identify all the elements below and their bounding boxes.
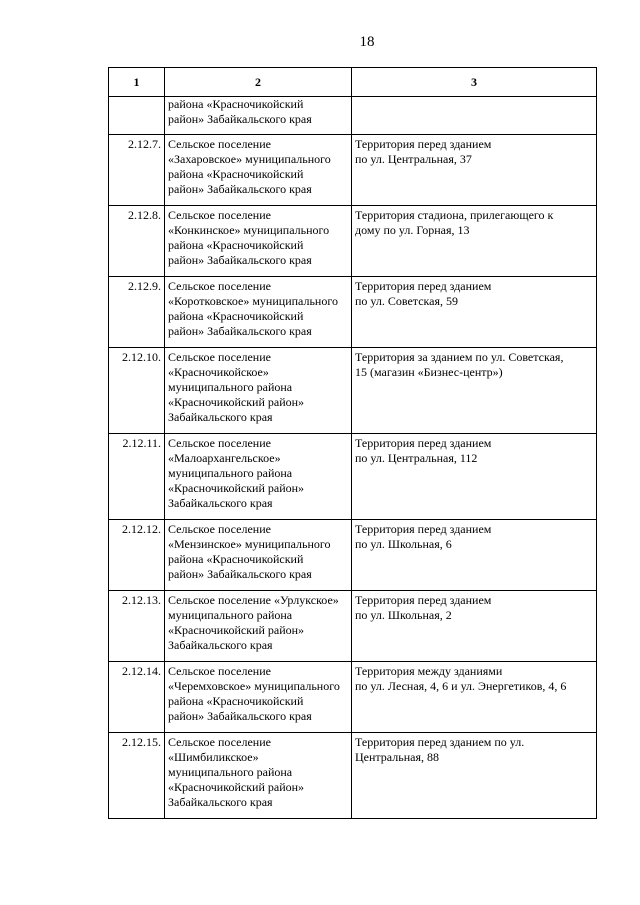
- table-row: [109, 206, 597, 277]
- header-col-2: 2: [165, 68, 352, 97]
- territory-cell: Территория перед зданием по ул. Школьная, 2: [352, 591, 597, 662]
- settlement-cell: Сельское поселение «Захаровское» муниципального района «Красночикойский район» Забайкальского края: [165, 135, 352, 206]
- table-row: [109, 733, 597, 819]
- territory-cell: Территория перед зданием по ул. Школьная, 6: [352, 520, 597, 591]
- header-col-3: 3: [352, 68, 597, 97]
- territory-cell: Территория перед зданием по ул. Центральная, 112: [352, 434, 597, 520]
- row-number-cell: 2.12.11.: [109, 434, 165, 520]
- territory-cell: Территория между зданиями по ул. Лесная, 4, 6 и ул. Энергетиков, 4, 6: [352, 662, 597, 733]
- territory-cell: Территория за зданием по ул. Советская, 15 (магазин «Бизнес-центр»): [352, 348, 597, 434]
- settlement-cell: Сельское поселение «Конкинское» муниципального района «Красночикойский район» Забайкальского края: [165, 206, 352, 277]
- row-number-cell: 2.12.14.: [109, 662, 165, 733]
- table-row: [109, 662, 597, 733]
- row-number-cell: 2.12.9.: [109, 277, 165, 348]
- settlement-cell: Сельское поселение «Урлукское» муниципального района «Красночикойский район» Забайкальского края: [165, 591, 352, 662]
- settlement-cell: района «Красночикойский район» Забайкальского края: [165, 97, 352, 135]
- territory-cell: Территория перед зданием по ул. Центральная, 37: [352, 135, 597, 206]
- header-col-1: 1: [109, 68, 165, 97]
- territory-cell: [352, 97, 597, 135]
- table-row: [109, 135, 597, 206]
- territory-cell: Территория стадиона, прилегающего к дому по ул. Горная, 13: [352, 206, 597, 277]
- settlement-cell: Сельское поселение «Черемховское» муниципального района «Красночикойский район» Забайкальского края: [165, 662, 352, 733]
- row-number-cell: 2.12.8.: [109, 206, 165, 277]
- page-number: 18: [359, 34, 375, 50]
- table-header-row: [109, 68, 597, 97]
- table-row: [109, 277, 597, 348]
- territory-table: [108, 67, 597, 819]
- table-row: [109, 434, 597, 520]
- row-number-cell: 2.12.15.: [109, 733, 165, 819]
- settlement-cell: Сельское поселение «Малоархангельское» муниципального района «Красночикойский район» Забайкальского края: [165, 434, 352, 520]
- settlement-cell: Сельское поселение «Шимбиликское» муниципального района «Красночикойский район» Забайкальского края: [165, 733, 352, 819]
- settlement-cell: Сельское поселение «Коротковское» муниципального района «Красночикойский район» Забайкальского края: [165, 277, 352, 348]
- row-number-cell: 2.12.10.: [109, 348, 165, 434]
- territory-cell: Территория перед зданием по ул. Центральная, 88: [352, 733, 597, 819]
- table-row-continuation: [109, 97, 597, 135]
- row-number-cell: 2.12.13.: [109, 591, 165, 662]
- row-number-cell: [109, 97, 165, 135]
- table-row: [109, 591, 597, 662]
- row-number-cell: 2.12.12.: [109, 520, 165, 591]
- row-number-cell: 2.12.7.: [109, 135, 165, 206]
- table-row: [109, 348, 597, 434]
- table-row: [109, 520, 597, 591]
- settlement-cell: Сельское поселение «Красночикойское» муниципального района «Красночикойский район» Забайкальского края: [165, 348, 352, 434]
- territory-cell: Территория перед зданием по ул. Советская, 59: [352, 277, 597, 348]
- settlement-cell: Сельское поселение «Мензинское» муниципального района «Красночикойский район» Забайкальского края: [165, 520, 352, 591]
